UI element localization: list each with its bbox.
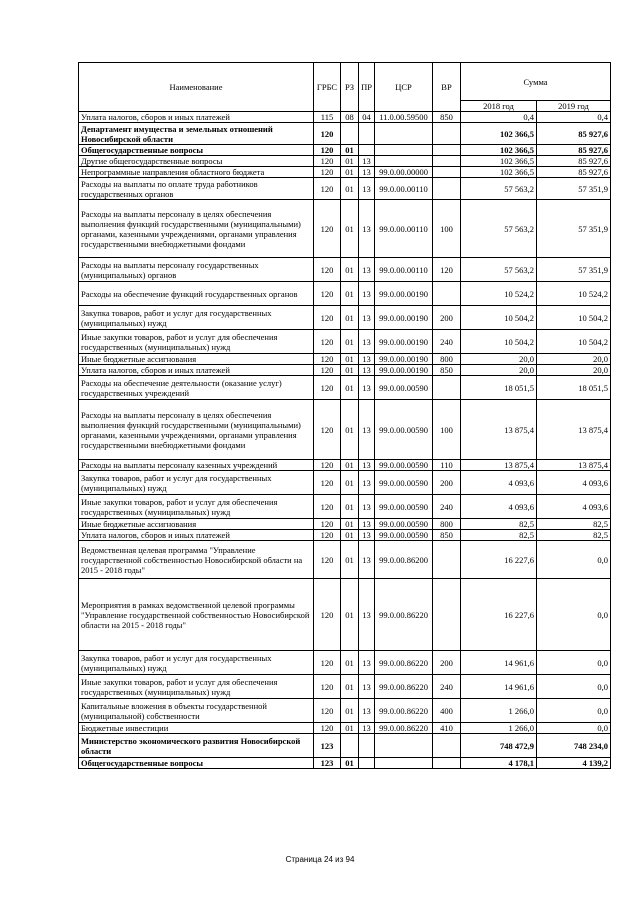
cell-s2019: 57 351,9 <box>537 200 611 258</box>
cell-s2018: 4 178,1 <box>461 758 537 769</box>
cell-name: Министерство экономического развития Новосибирской области <box>79 734 314 758</box>
cell-grbs: 120 <box>314 675 341 699</box>
table-row <box>79 200 611 258</box>
cell-s2019: 4 139,2 <box>537 758 611 769</box>
cell-s2019: 20,0 <box>537 365 611 376</box>
cell-grbs: 120 <box>314 519 341 530</box>
cell-pr: 04 <box>359 112 375 123</box>
cell-s2019: 82,5 <box>537 519 611 530</box>
cell-rz: 01 <box>341 365 359 376</box>
cell-vr: 410 <box>433 723 461 734</box>
cell-csr: 99.0.00.00190 <box>375 282 433 306</box>
cell-name: Иные закупки товаров, работ и услуг для обеспечения государственных (муниципальных) нужд <box>79 330 314 354</box>
cell-rz: 01 <box>341 675 359 699</box>
table-row <box>79 258 611 282</box>
cell-name: Расходы на обеспечение функций государственных органов <box>79 282 314 306</box>
cell-rz: 01 <box>341 167 359 178</box>
table-row <box>79 112 611 123</box>
cell-grbs: 120 <box>314 156 341 167</box>
cell-pr <box>359 123 375 145</box>
cell-grbs: 120 <box>314 330 341 354</box>
cell-grbs: 120 <box>314 530 341 541</box>
table-row <box>79 495 611 519</box>
cell-name: Расходы на выплаты персоналу казенных учреждений <box>79 460 314 471</box>
cell-name: Общегосударственные вопросы <box>79 758 314 769</box>
cell-vr: 850 <box>433 112 461 123</box>
cell-grbs: 115 <box>314 112 341 123</box>
cell-s2019: 85 927,6 <box>537 123 611 145</box>
cell-name: Иные бюджетные ассигнования <box>79 519 314 530</box>
cell-name: Бюджетные инвестиции <box>79 723 314 734</box>
cell-rz: 01 <box>341 306 359 330</box>
cell-s2018: 20,0 <box>461 365 537 376</box>
table-row <box>79 178 611 200</box>
cell-rz: 01 <box>341 400 359 460</box>
cell-s2019: 10 524,2 <box>537 282 611 306</box>
cell-rz: 01 <box>341 530 359 541</box>
cell-name: Закупка товаров, работ и услуг для государственных (муниципальных) нужд <box>79 471 314 495</box>
cell-s2018: 57 563,2 <box>461 178 537 200</box>
cell-s2019: 0,0 <box>537 699 611 723</box>
cell-s2019: 0,0 <box>537 579 611 651</box>
cell-rz <box>341 734 359 758</box>
cell-grbs: 120 <box>314 471 341 495</box>
cell-vr: 240 <box>433 330 461 354</box>
cell-grbs: 120 <box>314 145 341 156</box>
table-row <box>79 400 611 460</box>
cell-vr <box>433 376 461 400</box>
cell-csr: 99.0.00.00190 <box>375 365 433 376</box>
cell-s2019: 82,5 <box>537 530 611 541</box>
cell-pr: 13 <box>359 495 375 519</box>
cell-vr <box>433 123 461 145</box>
cell-grbs: 120 <box>314 178 341 200</box>
cell-vr: 800 <box>433 519 461 530</box>
cell-s2018: 4 093,6 <box>461 471 537 495</box>
header-grbs: ГРБС <box>314 63 341 112</box>
cell-rz: 01 <box>341 699 359 723</box>
cell-s2018: 102 366,5 <box>461 123 537 145</box>
cell-vr: 200 <box>433 306 461 330</box>
cell-grbs: 120 <box>314 723 341 734</box>
table-row <box>79 156 611 167</box>
cell-grbs: 120 <box>314 258 341 282</box>
cell-csr: 99.0.00.00590 <box>375 519 433 530</box>
cell-vr: 800 <box>433 354 461 365</box>
cell-rz: 01 <box>341 723 359 734</box>
cell-s2018: 14 961,6 <box>461 675 537 699</box>
cell-pr: 13 <box>359 306 375 330</box>
cell-pr: 13 <box>359 156 375 167</box>
table-row <box>79 579 611 651</box>
cell-rz: 01 <box>341 376 359 400</box>
cell-rz: 01 <box>341 156 359 167</box>
cell-s2018: 102 366,5 <box>461 167 537 178</box>
cell-csr <box>375 145 433 156</box>
cell-csr: 99.0.00.00590 <box>375 530 433 541</box>
cell-vr <box>433 758 461 769</box>
cell-s2018: 57 563,2 <box>461 200 537 258</box>
cell-csr <box>375 734 433 758</box>
cell-s2018: 13 875,4 <box>461 460 537 471</box>
cell-name: Закупка товаров, работ и услуг для государственных (муниципальных) нужд <box>79 306 314 330</box>
cell-pr: 13 <box>359 579 375 651</box>
table-row <box>79 541 611 579</box>
cell-pr: 13 <box>359 530 375 541</box>
cell-name: Другие общегосударственные вопросы <box>79 156 314 167</box>
cell-vr: 120 <box>433 258 461 282</box>
table-row <box>79 651 611 675</box>
page-footer: Страница 24 из 94 <box>285 855 355 864</box>
cell-pr: 13 <box>359 400 375 460</box>
cell-rz: 01 <box>341 330 359 354</box>
cell-name: Уплата налогов, сборов и иных платежей <box>79 112 314 123</box>
cell-s2019: 4 093,6 <box>537 495 611 519</box>
cell-name: Капитальные вложения в объекты государственной (муниципальной) собственности <box>79 699 314 723</box>
cell-grbs: 120 <box>314 200 341 258</box>
cell-grbs: 120 <box>314 167 341 178</box>
cell-csr: 99.0.00.00190 <box>375 330 433 354</box>
cell-csr: 99.0.00.86220 <box>375 651 433 675</box>
cell-pr: 13 <box>359 258 375 282</box>
cell-name: Расходы на выплаты персоналу государственных (муниципальных) органов <box>79 258 314 282</box>
cell-s2018: 82,5 <box>461 519 537 530</box>
cell-s2019: 10 504,2 <box>537 306 611 330</box>
cell-csr: 99.0.00.00590 <box>375 495 433 519</box>
cell-vr: 100 <box>433 400 461 460</box>
cell-pr: 13 <box>359 675 375 699</box>
cell-vr: 400 <box>433 699 461 723</box>
cell-grbs: 120 <box>314 699 341 723</box>
cell-rz: 01 <box>341 758 359 769</box>
cell-vr: 850 <box>433 365 461 376</box>
cell-csr: 11.0.00.59500 <box>375 112 433 123</box>
cell-name: Мероприятия в рамках ведомственной целевой программы "Управление государственной собственностью Новосибирской области на 2015 - 2018 годы" <box>79 579 314 651</box>
cell-s2018: 4 093,6 <box>461 495 537 519</box>
cell-pr: 13 <box>359 519 375 530</box>
cell-s2018: 10 504,2 <box>461 306 537 330</box>
cell-pr: 13 <box>359 282 375 306</box>
table-body <box>79 112 611 769</box>
cell-pr: 13 <box>359 541 375 579</box>
cell-grbs: 120 <box>314 365 341 376</box>
table-row <box>79 376 611 400</box>
cell-pr <box>359 758 375 769</box>
cell-csr <box>375 156 433 167</box>
cell-rz: 01 <box>341 651 359 675</box>
table-row <box>79 145 611 156</box>
cell-csr: 99.0.00.00000 <box>375 167 433 178</box>
cell-rz: 01 <box>341 519 359 530</box>
cell-csr: 99.0.00.00190 <box>375 354 433 365</box>
table-row <box>79 699 611 723</box>
cell-s2019: 20,0 <box>537 354 611 365</box>
cell-pr: 13 <box>359 699 375 723</box>
cell-csr: 99.0.00.86200 <box>375 541 433 579</box>
cell-s2018: 16 227,6 <box>461 541 537 579</box>
cell-vr <box>433 167 461 178</box>
table-row <box>79 734 611 758</box>
header-pr: ПР <box>359 63 375 112</box>
cell-grbs: 120 <box>314 376 341 400</box>
table-row <box>79 306 611 330</box>
cell-grbs: 120 <box>314 460 341 471</box>
table-row <box>79 460 611 471</box>
cell-vr <box>433 579 461 651</box>
cell-s2018: 57 563,2 <box>461 258 537 282</box>
cell-csr: 99.0.00.00110 <box>375 200 433 258</box>
header-year-2018: 2018 год <box>461 101 537 112</box>
cell-name: Закупка товаров, работ и услуг для государственных (муниципальных) нужд <box>79 651 314 675</box>
cell-csr: 99.0.00.00190 <box>375 306 433 330</box>
cell-grbs: 120 <box>314 282 341 306</box>
cell-csr: 99.0.00.00590 <box>375 400 433 460</box>
cell-pr: 13 <box>359 651 375 675</box>
cell-grbs: 120 <box>314 306 341 330</box>
cell-csr: 99.0.00.00590 <box>375 471 433 495</box>
cell-name: Уплата налогов, сборов и иных платежей <box>79 530 314 541</box>
cell-s2018: 82,5 <box>461 530 537 541</box>
cell-s2018: 14 961,6 <box>461 651 537 675</box>
cell-rz: 01 <box>341 460 359 471</box>
cell-vr <box>433 541 461 579</box>
cell-csr: 99.0.00.00110 <box>375 178 433 200</box>
cell-grbs: 120 <box>314 400 341 460</box>
cell-vr <box>433 282 461 306</box>
cell-pr: 13 <box>359 178 375 200</box>
cell-vr: 240 <box>433 675 461 699</box>
cell-rz: 01 <box>341 145 359 156</box>
cell-name: Расходы на обеспечение деятельности (оказание услуг) государственных учреждений <box>79 376 314 400</box>
cell-name: Расходы на выплаты по оплате труда работников государственных органов <box>79 178 314 200</box>
cell-s2019: 0,0 <box>537 541 611 579</box>
cell-s2019: 0,0 <box>537 723 611 734</box>
cell-grbs: 120 <box>314 495 341 519</box>
cell-s2018: 748 472,9 <box>461 734 537 758</box>
header-vr: ВР <box>433 63 461 112</box>
cell-vr <box>433 156 461 167</box>
cell-pr: 13 <box>359 723 375 734</box>
table-row <box>79 330 611 354</box>
table-row <box>79 519 611 530</box>
table-row <box>79 282 611 306</box>
cell-name: Непрограммные направления областного бюджета <box>79 167 314 178</box>
cell-s2019: 0,4 <box>537 112 611 123</box>
cell-s2018: 102 366,5 <box>461 145 537 156</box>
table-row <box>79 530 611 541</box>
table-row <box>79 354 611 365</box>
cell-s2018: 0,4 <box>461 112 537 123</box>
cell-pr: 13 <box>359 471 375 495</box>
cell-name: Уплата налогов, сборов и иных платежей <box>79 365 314 376</box>
cell-s2019: 748 234,0 <box>537 734 611 758</box>
cell-grbs: 123 <box>314 734 341 758</box>
cell-pr: 13 <box>359 460 375 471</box>
cell-pr: 13 <box>359 330 375 354</box>
cell-rz: 01 <box>341 282 359 306</box>
cell-s2019: 0,0 <box>537 675 611 699</box>
cell-name: Расходы на выплаты персоналу в целях обеспечения выполнения функций государственными (муниципальными) органами, казенными учреждениями, органами управления государственными внебюджетными фондами <box>79 200 314 258</box>
header-year-2019: 2019 год <box>537 101 611 112</box>
cell-rz: 01 <box>341 354 359 365</box>
cell-grbs: 120 <box>314 651 341 675</box>
cell-grbs: 120 <box>314 579 341 651</box>
cell-vr: 850 <box>433 530 461 541</box>
cell-name: Иные бюджетные ассигнования <box>79 354 314 365</box>
cell-s2018: 102 366,5 <box>461 156 537 167</box>
cell-s2018: 10 524,2 <box>461 282 537 306</box>
cell-rz: 01 <box>341 541 359 579</box>
cell-s2018: 1 266,0 <box>461 723 537 734</box>
cell-pr <box>359 734 375 758</box>
table-row <box>79 167 611 178</box>
cell-s2018: 20,0 <box>461 354 537 365</box>
cell-rz: 01 <box>341 471 359 495</box>
cell-name: Департамент имущества и земельных отношений Новосибирской области <box>79 123 314 145</box>
cell-vr: 110 <box>433 460 461 471</box>
cell-rz <box>341 123 359 145</box>
header-sum: Сумма <box>461 63 611 101</box>
cell-csr: 99.0.00.86220 <box>375 579 433 651</box>
header-rz: РЗ <box>341 63 359 112</box>
cell-pr: 13 <box>359 365 375 376</box>
cell-s2019: 18 051,5 <box>537 376 611 400</box>
cell-s2019: 57 351,9 <box>537 178 611 200</box>
cell-rz: 01 <box>341 579 359 651</box>
header-name: Наименование <box>79 63 314 112</box>
budget-table <box>78 62 611 769</box>
header-csr: ЦСР <box>375 63 433 112</box>
cell-csr: 99.0.00.86220 <box>375 675 433 699</box>
cell-grbs: 120 <box>314 354 341 365</box>
cell-vr: 200 <box>433 471 461 495</box>
cell-s2019: 85 927,6 <box>537 167 611 178</box>
cell-pr: 13 <box>359 200 375 258</box>
cell-name: Ведомственная целевая программа "Управление государственной собственностью Новосибирской области на 2015 - 2018 годы" <box>79 541 314 579</box>
cell-s2019: 13 875,4 <box>537 400 611 460</box>
cell-csr: 99.0.00.00110 <box>375 258 433 282</box>
cell-vr: 200 <box>433 651 461 675</box>
cell-csr <box>375 123 433 145</box>
cell-vr <box>433 734 461 758</box>
cell-s2019: 0,0 <box>537 651 611 675</box>
cell-vr: 100 <box>433 200 461 258</box>
cell-s2019: 10 504,2 <box>537 330 611 354</box>
table-row <box>79 471 611 495</box>
cell-s2018: 1 266,0 <box>461 699 537 723</box>
cell-s2019: 85 927,6 <box>537 145 611 156</box>
table-row <box>79 758 611 769</box>
cell-csr: 99.0.00.86220 <box>375 723 433 734</box>
cell-s2018: 13 875,4 <box>461 400 537 460</box>
cell-vr <box>433 145 461 156</box>
cell-rz: 01 <box>341 200 359 258</box>
cell-csr: 99.0.00.86220 <box>375 699 433 723</box>
cell-rz: 01 <box>341 258 359 282</box>
table-row <box>79 675 611 699</box>
cell-rz: 01 <box>341 495 359 519</box>
cell-grbs: 120 <box>314 123 341 145</box>
cell-name: Общегосударственные вопросы <box>79 145 314 156</box>
cell-vr: 240 <box>433 495 461 519</box>
table-row <box>79 365 611 376</box>
cell-s2018: 10 504,2 <box>461 330 537 354</box>
cell-grbs: 123 <box>314 758 341 769</box>
cell-pr <box>359 145 375 156</box>
cell-vr <box>433 178 461 200</box>
cell-name: Расходы на выплаты персоналу в целях обеспечения выполнения функций государственными (муниципальными) органами, казенными учреждениями, органами управления государственными внебюджетными фондами <box>79 400 314 460</box>
cell-csr: 99.0.00.00590 <box>375 460 433 471</box>
cell-grbs: 120 <box>314 541 341 579</box>
cell-s2018: 16 227,6 <box>461 579 537 651</box>
cell-s2019: 57 351,9 <box>537 258 611 282</box>
cell-name: Иные закупки товаров, работ и услуг для обеспечения государственных (муниципальных) нужд <box>79 495 314 519</box>
cell-pr: 13 <box>359 167 375 178</box>
cell-pr: 13 <box>359 376 375 400</box>
table-row <box>79 123 611 145</box>
cell-s2018: 18 051,5 <box>461 376 537 400</box>
cell-rz: 01 <box>341 178 359 200</box>
table-row <box>79 723 611 734</box>
cell-s2019: 4 093,6 <box>537 471 611 495</box>
cell-s2019: 85 927,6 <box>537 156 611 167</box>
cell-pr: 13 <box>359 354 375 365</box>
cell-s2019: 13 875,4 <box>537 460 611 471</box>
cell-csr: 99.0.00.00590 <box>375 376 433 400</box>
cell-csr <box>375 758 433 769</box>
cell-name: Иные закупки товаров, работ и услуг для обеспечения государственных (муниципальных) нужд <box>79 675 314 699</box>
cell-rz: 08 <box>341 112 359 123</box>
